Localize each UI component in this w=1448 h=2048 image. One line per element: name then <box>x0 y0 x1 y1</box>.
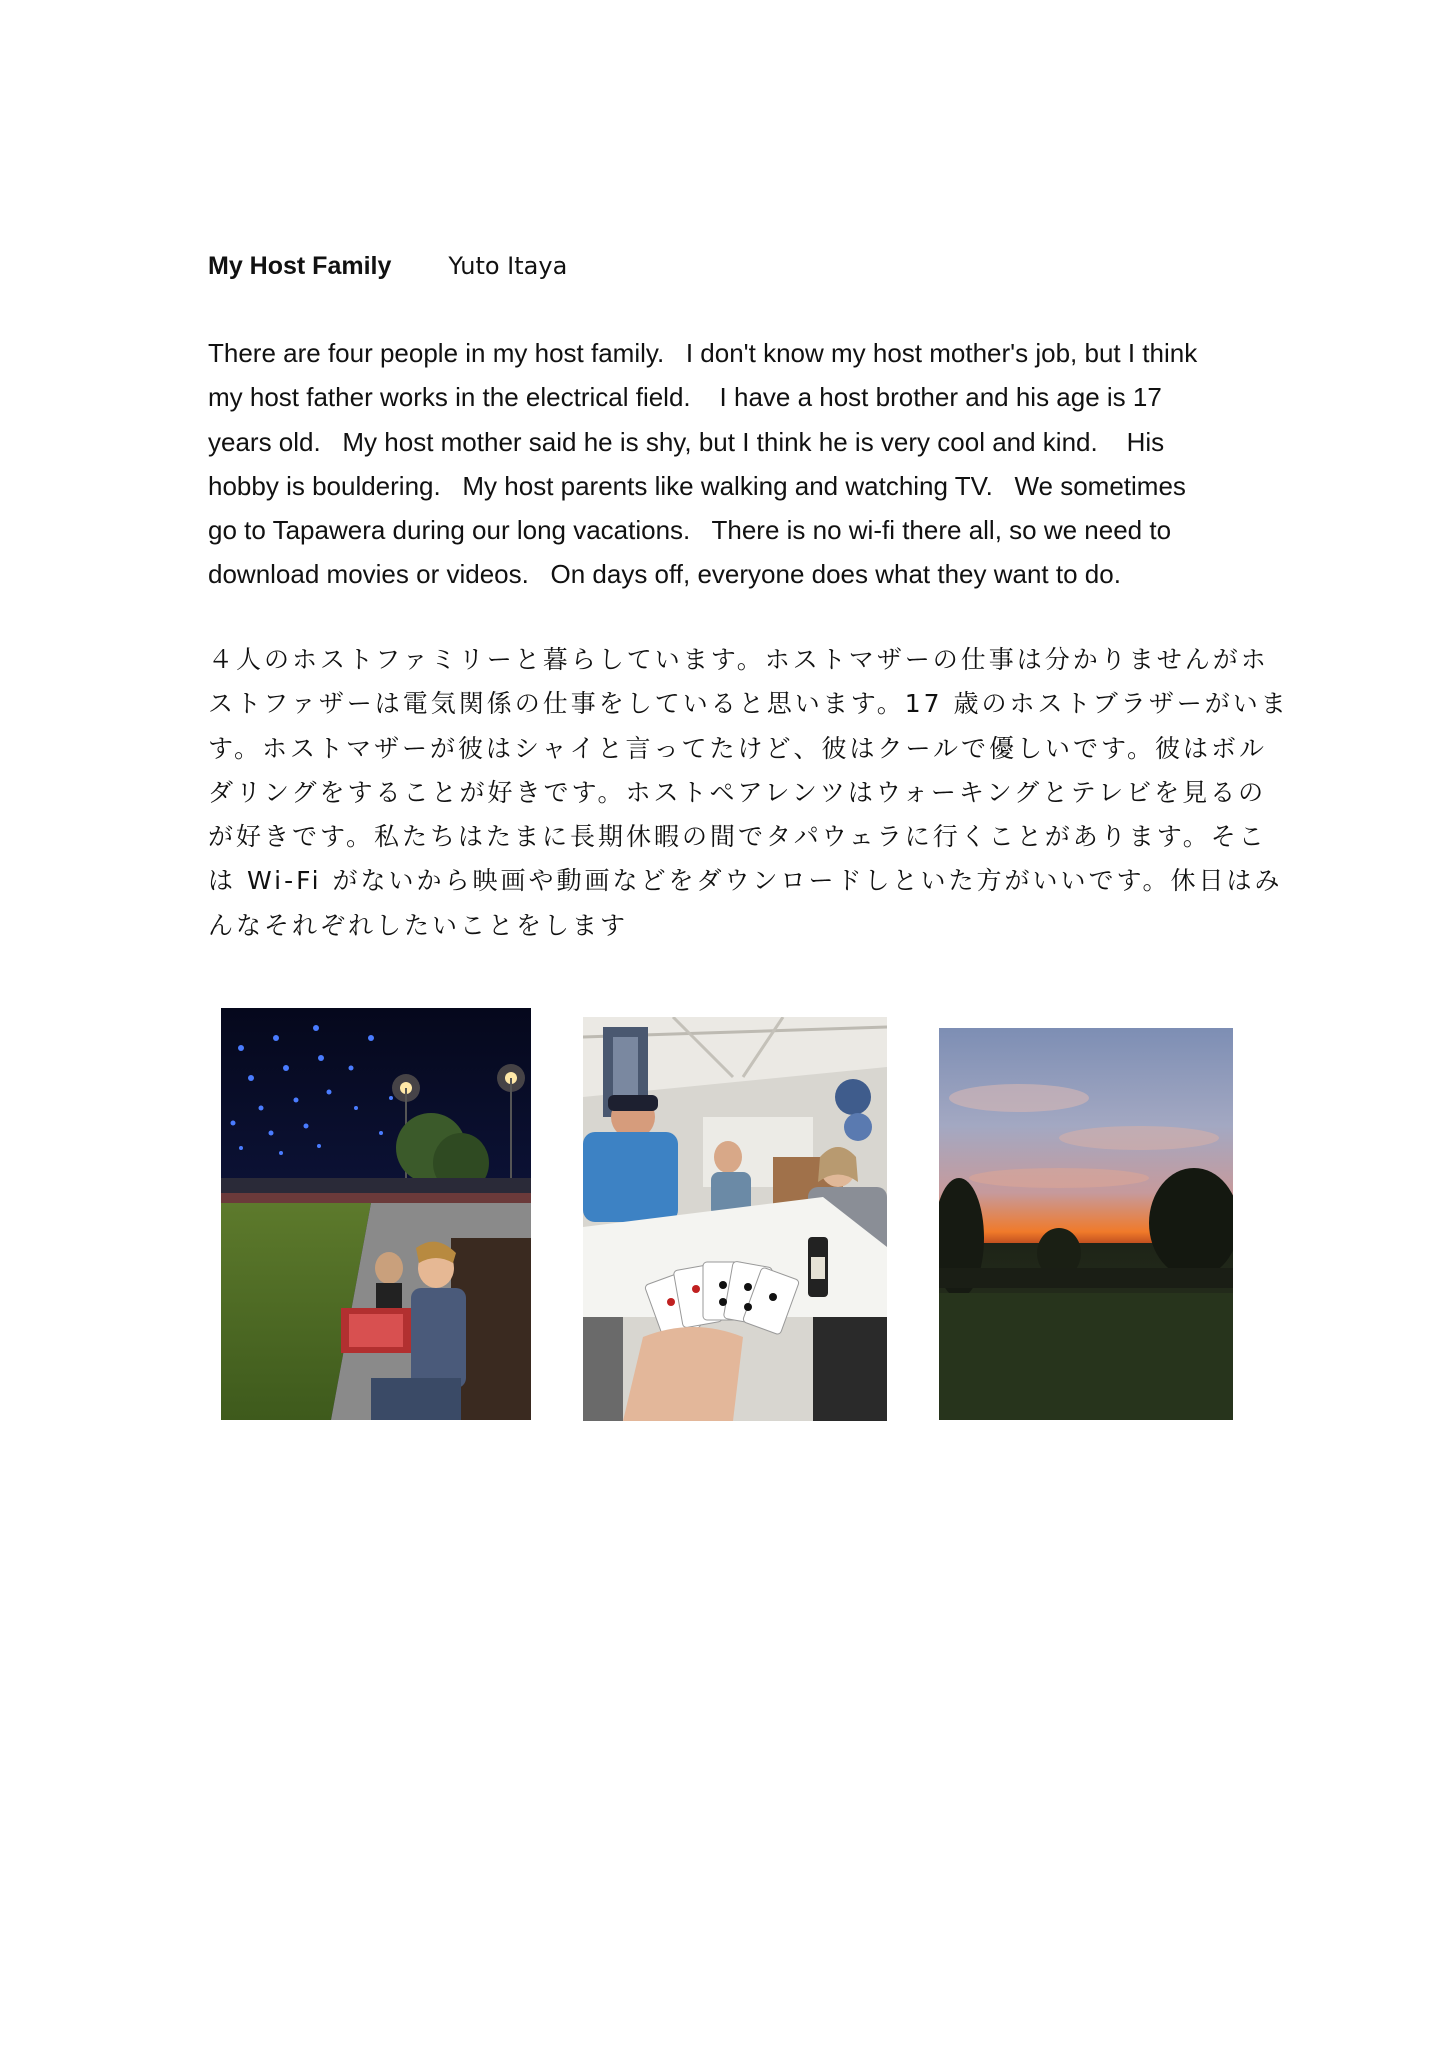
japanese-line: ダリングをすることが好きです。ホストペアレンツはウォーキングとテレビを見るの <box>208 777 1267 807</box>
document-title: My Host Family <box>208 252 392 280</box>
english-line: years old. My host mother said he is shy, but I think he is very cool and kind. His <box>208 426 1165 457</box>
english-paragraph <box>208 331 1258 597</box>
english-line: download movies or videos. On days off, everyone does what they want to do. <box>208 559 1121 590</box>
english-line: There are four people in my host family. I don't know my host mother's job, but I think <box>208 338 1198 368</box>
english-line: go to Tapawera during our long vacations. There is no wi-fi there all, so we need to <box>208 515 1172 546</box>
japanese-line: が好きです。私たちはたまに長期休暇の間でタパウェラに行くことがあります。そこ <box>208 822 1267 852</box>
photo-sunset <box>939 1028 1233 1420</box>
english-line: my host father works in the electrical field. I have a host brother and his age is 17 <box>208 382 1162 413</box>
english-line: hobby is bouldering. My host parents like walking and watching TV. We sometimes <box>208 470 1186 501</box>
author-name: Yuto Itaya <box>448 252 568 280</box>
photo-card-game <box>583 1017 887 1421</box>
japanese-line: す。ホストマザーが彼はシャイと言ってたけど、彼はクールで優しいです。彼はボル <box>208 733 1268 763</box>
document-header <box>208 246 567 286</box>
japanese-line: んなそれぞれしたいことをします <box>208 910 629 940</box>
photo-night-promenade <box>221 1008 531 1420</box>
japanese-line: は Wi-Fi がないから映画や動画などをダウンロードしといた方がいいです。休日はみ <box>208 866 1283 896</box>
japanese-line: ４人のホストファミリーと暮らしています。ホストマザーの仕事は分かりませんがホ <box>208 645 1269 674</box>
japanese-line: ストファザーは電気関係の仕事をしていると思います。17 歳のホストブラザーがいま <box>208 689 1289 719</box>
japanese-paragraph <box>208 638 1289 948</box>
